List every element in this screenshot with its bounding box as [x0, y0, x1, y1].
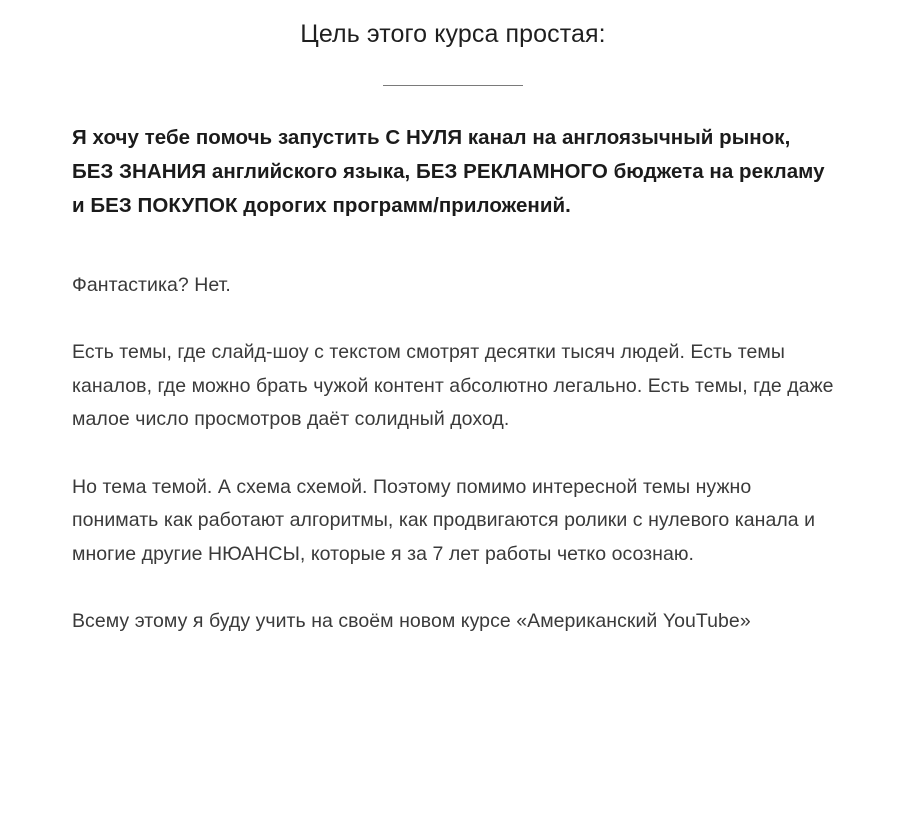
paragraph-1: Фантастика? Нет. [72, 273, 231, 296]
paragraph-3: Но тема темой. А схема схемой. Поэтому помимо интересной темы нужно понимать как работают алгоритмы, как продвигаются ролики с нулевого канала и многие другие НЮАНСЫ, которые я за 7 лет работы четко осознаю. [72, 475, 816, 565]
paragraph-2: Есть темы, где слайд-шоу с текстом смотрят десятки тысяч людей. Есть темы каналов, где можно брать чужой контент абсолютно легально. Есть темы, где даже малое число просмотров даёт солидный доход. [72, 341, 834, 431]
page-title: Цель этого курса простая: [300, 20, 606, 48]
horizontal-rule-icon [383, 85, 523, 86]
bottom-spacer [0, 639, 906, 663]
body-content [0, 121, 906, 639]
divider-container [0, 51, 906, 121]
paragraph-4: Всему этому я буду учить на своём новом курсе «Американский YouTube» [72, 610, 751, 633]
lead-paragraph: Я хочу тебе помочь запустить С НУЛЯ канал на англоязычный рынок, БЕЗ ЗНАНИЯ английского языка, БЕЗ РЕКЛАМНОГО бюджета на рекламу и БЕЗ ПОКУПОК дорогих программ/приложений. [72, 125, 825, 217]
